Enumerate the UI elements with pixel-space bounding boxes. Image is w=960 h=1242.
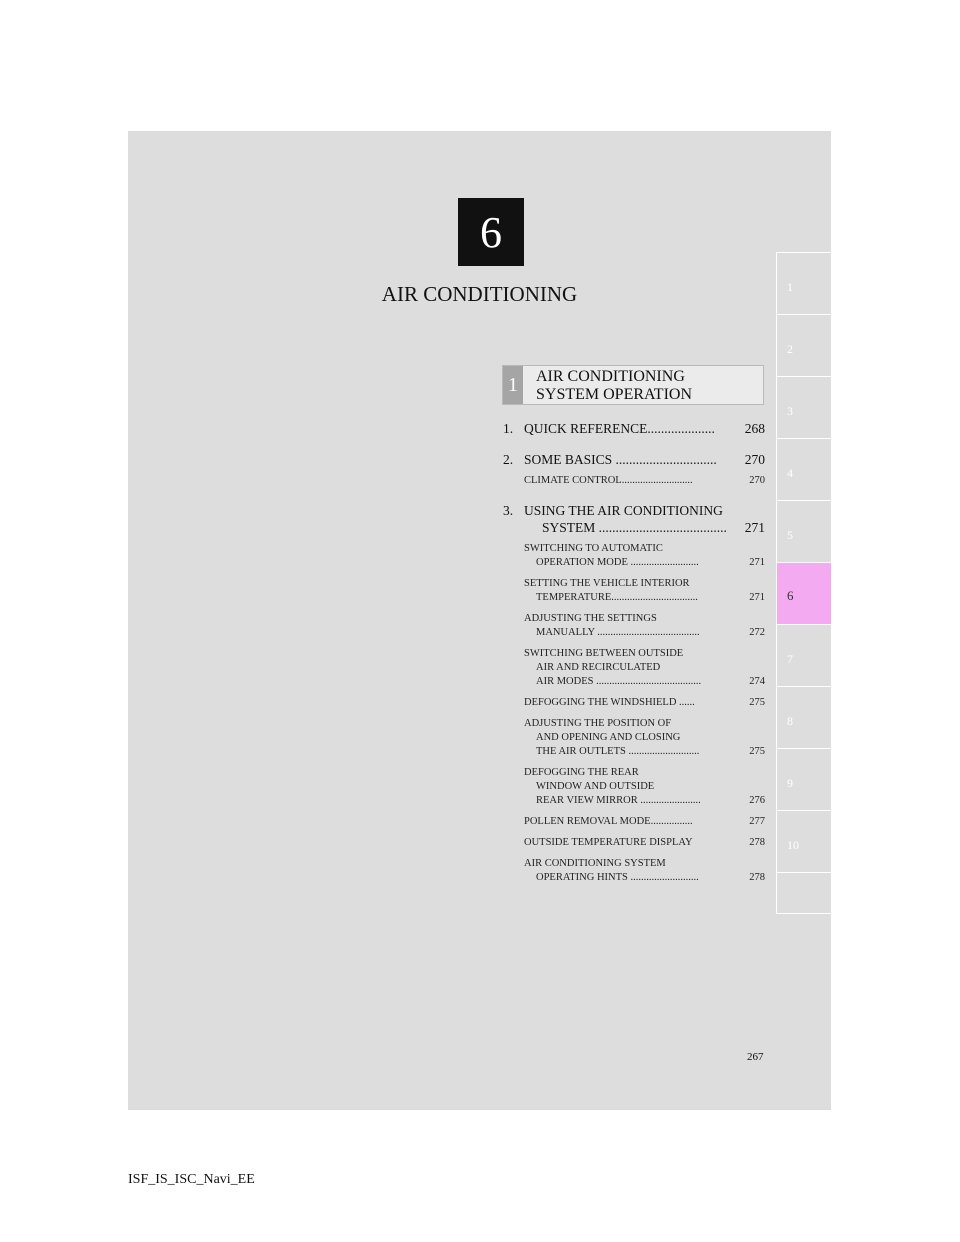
toc-page: 271 xyxy=(744,520,765,535)
toc-sub-automatic-mode[interactable]: SWITCHING TO AUTOMATIC OPERATION MODE .......................... 271 xyxy=(524,543,765,568)
side-tab-10[interactable]: 10 xyxy=(776,810,831,872)
toc-sub-defog-windshield[interactable]: DEFOGGING THE WINDSHIELD ...... 275 xyxy=(524,697,765,708)
toc-sub-air-outlets[interactable]: ADJUSTING THE POSITION OF AND OPENING AND CLOSING THE AIR OUTLETS ........................... 275 xyxy=(524,718,765,757)
side-tab-4[interactable]: 4 xyxy=(776,438,831,500)
side-tab-2[interactable]: 2 xyxy=(776,314,831,376)
toc-sub-outside-recirculated[interactable]: SWITCHING BETWEEN OUTSIDE AIR AND RECIRCULATED AIR MODES ........................................ 274 xyxy=(524,648,765,687)
toc-entry-quick-reference[interactable]: 1. QUICK REFERENCE.................... 268 xyxy=(503,421,765,436)
side-tab-8[interactable]: 8 xyxy=(776,686,831,748)
document-code: ISF_IS_ISC_Navi_EE xyxy=(128,1172,255,1187)
toc-sub-outside-temperature[interactable]: OUTSIDE TEMPERATURE DISPLAY 278 xyxy=(524,837,765,848)
side-tab-1[interactable]: 1 xyxy=(776,252,831,314)
section-title: AIR CONDITIONING SYSTEM OPERATION xyxy=(536,368,693,403)
toc-entry-some-basics[interactable]: 2. SOME BASICS .............................. 270 xyxy=(503,452,765,467)
chapter-title: AIR CONDITIONING xyxy=(381,282,578,306)
chapter-number: 6 xyxy=(480,207,502,257)
toc-sub-defog-rear[interactable]: DEFOGGING THE REAR WINDOW AND OUTSIDE REAR VIEW MIRROR ....................... 276 xyxy=(524,767,765,806)
side-tab-3[interactable]: 3 xyxy=(776,376,831,438)
toc-sub-settings-manually[interactable]: ADJUSTING THE SETTINGS MANUALLY ....................................... 272 xyxy=(524,613,765,638)
toc-entry-using-air-conditioning[interactable]: 3. USING THE AIR CONDITIONING SYSTEM ...................................... 271 xyxy=(503,503,765,535)
toc-sub-operating-hints[interactable]: AIR CONDITIONING SYSTEM OPERATING HINTS .......................... 278 xyxy=(524,858,765,883)
chapter-number-box xyxy=(458,198,524,266)
toc-page: 268 xyxy=(744,421,765,436)
page-number: 267 xyxy=(747,1051,764,1063)
side-tab-blank xyxy=(776,872,831,914)
side-tab-5[interactable]: 5 xyxy=(776,500,831,562)
toc-sub-pollen-removal[interactable]: POLLEN REMOVAL MODE................ 277 xyxy=(524,816,765,827)
side-tab-9[interactable]: 9 xyxy=(776,748,831,810)
toc-page: 270 xyxy=(744,452,765,467)
section-number: 1 xyxy=(503,366,523,404)
side-tab-7[interactable]: 7 xyxy=(776,624,831,686)
toc-sub-interior-temperature[interactable]: SETTING THE VEHICLE INTERIOR TEMPERATURE................................. 271 xyxy=(524,578,765,603)
side-tab-6-active[interactable]: 6 xyxy=(776,562,831,624)
chapter-side-tabs xyxy=(776,252,831,914)
table-of-contents xyxy=(503,420,765,892)
toc-sub-climate-control[interactable]: CLIMATE CONTROL........................... 270 xyxy=(524,475,765,486)
section-header xyxy=(502,365,764,405)
